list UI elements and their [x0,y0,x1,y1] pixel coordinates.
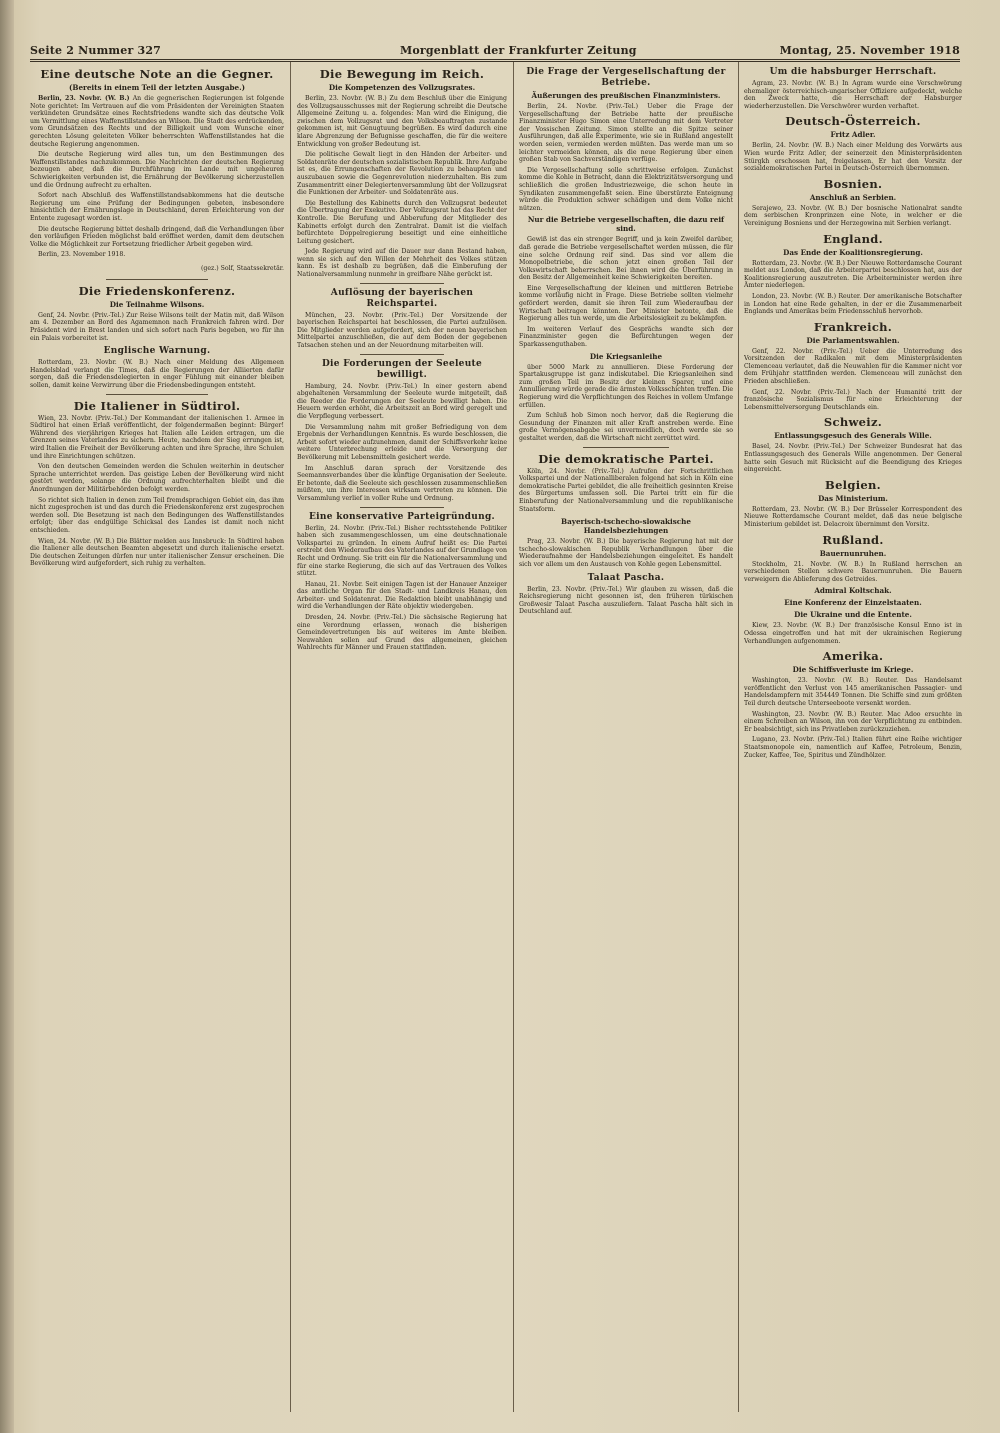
article-headline: Die Italiener in Südtirol. [73,398,241,413]
article-peace-conference [30,284,284,342]
column-separator [290,62,291,1412]
article-text: Sofort nach Abschluß des Waffenstillstandsabkommens hat die deutsche Regierung um eine Prüfung der Bedingungen gebeten, insbesondere hinsichtlich der Ernährungslage in Deutschland, deren Erleichterung von der Entente zugesagt worden ist. [30,192,284,222]
article-headline: Auflösung der bayerischen Reichspartei. [330,287,474,309]
article-text: München, 23. Novbr. (Priv.-Tel.) Der Vorsitzende der bayerischen Reichspartei hat beschlossen, die Partei aufzulösen. Die Mitglieder werden aufgefordert, sich der neuen bayerischen Mittelpartei anzuschließen, die auf dem Boden der gegebenen Tatsachen stehen und an der Neuordnung mitarbeiten will. [297,311,507,350]
article-text: Berlin, 24. Novbr. (Priv.-Tel.) Bisher rechtsstehende Politiker haben sich zusammengeschlossen, um eine deutschnationale Volkspartei zu gründen. In einem Aufruf heißt es: Die Partei erstrebt den Wiederaufbau des Vaterlandes auf der Grundlage von Recht und Ordnung. Sie tritt ein für die Nationalversammlung und für eine starke Regierung, die sich auf das Vertrauen des Volkes stützt. [297,524,507,578]
article-belgium [744,478,962,529]
column-2 [297,64,507,1409]
article-headline: Amerika. [822,649,884,664]
newspaper-title: Morgenblatt der Frankfurter Zeitung [400,44,637,57]
article-text: Rotterdam, 23. Novbr. (W. B.) Der Brüsseler Korrespondent des Nieuwe Rotterdamsche Courant meldet, daß das neue belgische Ministerium gebildet ist. Delacroix übernimmt den Vorsitz. [744,505,962,528]
article-text: Die Vergesellschaftung solle schrittweise erfolgen. Zunächst komme die Kohle in Betracht, dann die Elektrizitätsversorgung und schließlich die großen Industriezweige, die schon heute in Syndikaten zusammengefaßt seien. Eine überstürzte Enteignung würde die Produktion schwer schädigen und dem Volke nicht nützen. [519,166,733,212]
article-subheadline: Die Ukraine und die Entente. [794,610,912,620]
article-russia [744,533,962,646]
article-english-warning [30,346,284,389]
page-number: Seite 2 Nummer 327 [30,44,162,57]
article-seamen-demands [297,359,507,503]
article-text: Serajewo, 23. Novbr. (W. B.) Der bosnische Nationalrat sandte dem serbischen Kronprinzen eine Note, in welcher er die Vereinigung Bosniens und der Herzegowina mit Serbien verlangt. [744,204,962,227]
article-headline: Schweiz. [823,415,883,430]
article-america [744,649,962,759]
article-subheadline: Nur die Betriebe vergesellschaften, die dazu reif sind. [527,215,725,234]
article-subheadline: Die Parlamentswahlen. [806,335,900,345]
column-separator [513,62,514,1412]
article-bavarian-party [297,288,507,350]
article-divider [360,507,444,508]
article-subheadline: Die Kriegsanleihe [589,351,663,361]
article-subheadline: Entlassungsgesuch des Generals Wille. [774,431,932,441]
article-text: Wien, 23. Novbr. (Priv.-Tel.) Der Kommandant der italienischen 1. Armee in Südtirol hat einen Erlaß veröffentlicht, der folgendermaßen beginnt: Bürger! Während des vierjährigen Krieges hat Italien alle Leiden ertragen, um die Grenzen seines Vaterlandes zu sichern. Heute, nachdem der Sieg errungen ist, wird Italien die Freiheit der Bevölkerung achten und ihre Sprache, ihre Schulen und ihre Einrichtungen schützen. [30,414,284,460]
article-headline: Eine konservative Parteigründung. [309,511,495,522]
article-talaat-pascha [519,573,733,616]
article-subheadline: Eine Konferenz der Einzelstaaten. [784,598,922,608]
article-text: Basel, 24. Novbr. (Priv.-Tel.) Der Schweizer Bundesrat hat das Entlassungsgesuch des Generals Wille angenommen. Der General hatte sein Gesuch mit Rücksicht auf die Beendigung des Krieges eingereicht. [744,443,962,474]
page-binding [0,0,14,1433]
article-headline: Die demokratische Partei. [538,451,714,466]
article-text: Von den deutschen Gemeinden werden die Schulen weiterhin in deutscher Sprache unterrichtet werden. Das geistige Leben der Bevölkerung wird nicht gestört werden, solange die Ordnung aufrechterhalten bleibt und die Anordnungen der Militärbehörden befolgt werden. [30,463,284,493]
article-text: Die Versammlung nahm mit großer Befriedigung von dem Ergebnis der Verhandlungen Kenntnis. Es wurde beschlossen, die Arbeit sofort wieder aufzunehmen, damit der Schiffsverkehr keine weitere Unterbrechung erleide und die Versorgung der Bevölkerung mit Lebensmitteln gesichert werde. [297,423,507,461]
article-subheadline: Fritz Adler. [830,130,876,140]
article-headline: Um die habsburger Herrschaft. [769,67,937,77]
article-text: Im weiteren Verlauf des Gesprächs wandte sich der Finanzminister gegen die Befürchtungen wegen der Sparkassenguthaben. [519,325,733,349]
article-text: Im Anschluß daran sprach der Vorsitzende des Seemannsverbandes über die künftige Organisation der Seeleute. Er betonte, daß die Seeleute sich geschlossen zusammenschließen müßten, um ihre Interessen wirksam vertreten zu können. Die Versammlung verlief in voller Ruhe und Ordnung. [297,464,507,502]
article-headline: Englische Warnung. [103,346,211,357]
article-text: Rotterdam, 23. Novbr. (W. B.) Nach einer Meldung des Allgemeen Handelsblad verlangt die Times, daß die Regierungen der Alliierten dafür sorgen, daß die Friedensdelegierten in enger Fühlung mit einander bleiben sollen, damit keine Verwirrung über die Friedensbedingungen entsteht. [30,359,284,389]
article-text: Agram, 23. Novbr. (W. B.) In Agram wurde eine Verschwörung ehemaliger österreichisch-ungarischer Offiziere aufgedeckt, welche den Zweck hatte, die Herrschaft der Habsburger wiederherzustellen. Die Verschwörer wurden verhaftet. [744,80,962,110]
article-trade-relations [519,517,733,568]
column-separator [738,62,739,1412]
article-subheadline: Bayerisch-tschecho-slowakische Handelsbeziehungen [561,517,691,536]
article-text: Genf, 22. Novbr. (Priv.-Tel.) Ueber die Unterredung des Vorsitzenden der Radikalen mit dem Ministerpräsidenten Clemenceau verlautet, daß die Neuwahlen für die Kammer nicht vor dem Frühjahr stattfinden werden. Clemenceau will zunächst den Frieden abschließen. [744,347,962,386]
article-south-tyrol [30,399,284,568]
article-divider [360,283,444,284]
article-subheadline: Die Kompetenzen des Vollzugsrates. [328,83,476,92]
masthead-rule [30,59,960,60]
article-text: Hanau, 21. Novbr. Seit einigen Tagen ist der Hanauer Anzeiger das amtliche Organ für den Stadt- und Landkreis Hanau, den Arbeiter- und Soldatenrat. Die Redaktion bleibt unabhängig und wird die Verhandlungen der Räte objektiv wiedergeben. [297,580,507,611]
article-subheadline: Bauernunruhen. [819,548,887,558]
article-subheadline: (Bereits in einem Teil der letzten Ausgabe.) [69,83,245,92]
article-headline: Frankreich. [813,319,893,334]
article-text: London, 23. Novbr. (W. B.) Reuter. Der amerikanische Botschafter in London hat eine Rede gehalten, in der er die Zusammenarbeit Englands und Amerikas beim Friedensschluß hervorhob. [744,292,962,316]
article-text: Berlin, 24. Novbr. (Priv.-Tel.) Ueber die Frage der Vergesellschaftung der Betriebe hatte der preußische Finanzminister Hugo Simon eine Unterredung mit dem Vertreter der Vossischen Zeitung. Simon stellte an die Spitze seiner Ausführungen, daß alle Experimente, wie sie in Rußland angestellt worden seien, vermieden werden müßten. Das werde man um so leichter vermeiden können, als die neue Regierung über einen großen Stab von Sachverständigen verfüge. [519,103,733,164]
article-subheadline: Äußerungen des preußischen Finanzministers. [531,91,721,100]
article-text: Stockholm, 21. Novbr. (W. B.) In Rußland herrschen an verschiedenen Stellen schwere Bauernunruhen. Die Bauern verweigern die Ablieferung des Getreides. [744,560,962,583]
article-headline: Belgien. [825,477,881,492]
article-divider [583,447,669,448]
article-text: So richtet sich Italien in denen zum Teil fremdsprachigen Gebiet ein, das ihm nicht zugesprochen ist und das durch die Friedenskonferenz erst zugesprochen werden soll. Die Besetzung ist nach den Bedingungen des Waffenstillstandes erfolgt; über das endgültige Schicksal des Landes ist damit noch nicht entschieden. [30,496,284,534]
article-switzerland [744,415,962,473]
article-signature: (gez.) Solf, Staatssekretär. [201,265,284,273]
article-democratic-party [519,452,733,514]
column-1 [30,64,284,1409]
article-text: Genf, 24. Novbr. (Priv.-Tel.) Zur Reise Wilsons teilt der Matin mit, daß Wilson am 4. Dezember an Bord des Agamemnon nach Frankreich fahren wird. Der Präsident wird in Brest landen und sich sofort nach Paris begeben, wo für ihn ein Palais vorbereitet ist. [30,311,284,342]
masthead-rule-2 [30,61,960,62]
article-headline: Die Friedenskonferenz. [78,283,236,298]
article-text: Die Bestellung des Kabinetts durch den Vollzugsrat bedeutet die Übertragung der Exekutive. Der Vollzugsrat hat das Recht der Kontrolle. Die Berufung und Abberufung der Mitglieder des Kabinetts erfolgt durch den Zentralrat. Damit ist die vielfach befürchtete Doppelregierung beseitigt und eine einheitliche Leitung gesichert. [297,199,507,245]
article-text: Washington, 23. Novbr. (W. B.) Reuter. Das Handelsamt veröffentlicht den Verlust von 145 amerikanischen Passagier- und Handelsdampfern mit 354449 Tonnen. Die Schiffe sind zum größten Teil durch deutsche Unterseeboote versenkt worden. [744,677,962,707]
article-socialization [519,67,733,443]
masthead [30,44,960,58]
article-divider [106,279,208,280]
article-headline: Die Forderungen der Seeleute bewilligt. [321,358,483,380]
article-text: Köln, 24. Novbr. (Priv.-Tel.) Aufrufen der Fortschrittlichen Volkspartei und der Nationalliberalen folgend hat sich in Köln eine demokratische Partei gebildet, die alle freiheitlich gesinnten Kreise des Bürgertums umfassen soll. Die Partei tritt ein für die Einberufung der Nationalversammlung und die republikanische Staatsform. [519,467,733,513]
article-headline: Rußland. [822,532,884,547]
article-text: Berlin, 23. Novbr. (W. B.) Zu dem Beschluß über die Einigung des Vollzugsausschusses mit der Regierung schreibt die Deutsche Allgemeine Zeitung u. a. folgendes: Man wird die Einigung, die zwischen dem Vollzugsrat und den Volksbeauftragten zustande gekommen ist, mit Genugtuung begrüßen. Es wird dadurch eine klare Abgrenzung der Befugnisse geschaffen, die für die weitere Entwicklung von großer Bedeutung ist. [297,95,507,148]
article-text: Jede Regierung wird auf die Dauer nur dann Bestand haben, wenn sie sich auf den Willen der Mehrheit des Volkes stützen kann. Es ist deshalb zu begrüßen, daß die Einberufung der Nationalversammlung nunmehr in greifbare Nähe gerückt ist. [297,248,507,279]
article-text: Eine Vergesellschaftung der kleinen und mittleren Betriebe komme vorläufig nicht in Frage. Diese Betriebe sollten vielmehr gefördert werden, damit sie ihren Teil zum Wiederaufbau der Wirtschaft beitragen könnten. Der Minister betonte, daß die Regierung alles tun werde, um die Arbeitslosigkeit zu bekämpfen. [519,284,733,323]
article-conservative-party [297,512,507,653]
article-text: Kiew, 23. Novbr. (W. B.) Der französische Konsul Enno ist in Odessa eingetroffen und hat mit der ukrainischen Regierung Verhandlungen aufgenommen. [744,622,962,645]
article-german-note [30,67,284,273]
article-text: Washington, 23. Novbr. (W. B.) Reuter. Mac Adoo ersuchte in einem Schreiben an Wilson, ihn von der Verpflichtung zu entbinden. Er beabsichtigt, sich ins Privatleben zurückzuziehen. [744,710,962,733]
article-divider [106,394,208,395]
article-subheadline: Admiral Koltschak. [814,586,892,596]
article-text: Genf, 22. Novbr. (Priv.-Tel.) Nach der Humanité tritt der französische Sozialismus für eine Erleichterung der Lebensmittelversorgung Deutschlands ein. [744,388,962,411]
article-text: Dresden, 24. Novbr. (Priv.-Tel.) Die sächsische Regierung hat eine Verordnung erlassen, wonach die bisherigen Gemeindevertretungen bis auf weiteres im Amte bleiben. Neuwahlen sollen auf Grund des allgemeinen, gleichen Wahlrechts für Männer und Frauen stattfinden. [297,614,507,652]
article-text: An die gegnerischen Regierungen ist folgende Note gerichtet: Im Vertrauen auf die vom Präsidenten der Vereinigten Staaten verkündeten Grundsätze eines Rechtsfriedens wandte sich das deutsche Volk um Vermittlung eines Waffenstillstandes an Wilson. Die Stadt des erdrückenden, vom Grundsätzen des Rechts und der Billigkeit und vom Wunsche einer gerechten Lösung geleiteten Völker beherrschten Waffenstillstandes hat die deutsche Regierung angenommen. [30,95,284,148]
column-3 [519,64,733,1409]
article-text: Zum Schluß hob Simon noch hervor, daß die Regierung die Gesundung der Finanzen mit aller Kraft anstreben werde. Eine große Vermögensabgabe sei unvermeidlich, doch werde sie so gestaltet werden, daß die Wirtschaft nicht zerrüttet wird. [519,412,733,442]
article-subheadline: Das Ministerium. [818,493,888,503]
article-text: Berlin, 23. Novbr. (Priv.-Tel.) Wir glauben zu wissen, daß die Reichsregierung nicht gesonnen ist, den früheren türkischen Großwesir Talaat Pascha auszuliefern. Talaat Pascha hält sich in Deutschland auf. [519,585,733,616]
article-movement-in-reich [297,67,507,279]
article-headline: Eine deutsche Note an die Gegner. [40,67,274,81]
article-text: Prag, 23. Novbr. (W. B.) Die bayerische Regierung hat mit der tschecho-slowakischen Republik Verhandlungen über die Wiederaufnahme der Handelsbeziehungen eingeleitet. Es handelt sich vor allem um den Austausch von Kohle gegen Lebensmittel. [519,538,733,568]
article-dateplace: Berlin, 23. November 1918. [38,251,126,259]
issue-date: Montag, 25. November 1918 [779,44,960,57]
article-bosnia [744,177,962,228]
article-text: Rotterdam, 23. Novbr. (W. B.) Der Nieuwe Rotterdamsche Courant meldet aus London, daß die Arbeiterpartei beschlossen hat, aus der Koalitionsregierung auszutreten. Die Arbeiterminister werden ihre Ämter niederlegen. [744,259,962,290]
article-text: Die deutsche Regierung wird alles tun, um den Bestimmungen des Waffenstillstandes nachzukommen. Die Nachrichten der deutschen Regierung bezeugen aber, daß die Durchführung im Lande mit ungeheuren Schwierigkeiten verbunden ist, die Ernährung der Bevölkerung sicherzustellen und die Ordnung aufrecht zu erhalten. [30,151,284,189]
article-text: Berlin, 24. Novbr. (W. B.) Nach einer Meldung des Vorwärts aus Wien wurde Fritz Adler, der seinerzeit den Ministerpräsidenten Stürgkh erschossen hat, freigelassen. Er hat den Vorsitz der sozialdemokratischen Partei in Deutsch-Österreich übernommen. [744,142,962,173]
article-text: Die deutsche Regierung bittet deshalb dringend, daß die Verhandlungen über den vorläufigen Frieden möglichst bald eröffnet werden, damit dem deutschen Volke die Möglichkeit zur Fortsetzung friedlicher Arbeit gegeben wird. [30,225,284,248]
article-subheadline: Die Schiffsverluste im Kriege. [792,665,914,675]
article-habsburg [744,67,962,110]
article-text: Die politische Gewalt liegt in den Händen der Arbeiter- und Soldatenräte der deutschen sozialistischen Republik. Ihre Aufgabe ist es, die Errungenschaften der Revolution zu behaupten und auszubauen sowie die Gegenrevolution niederzuhalten. Bis zum Zusammentritt einer Delegiertenversammlung übt der Vollzugsrat die Funktionen der Arbeiter- und Soldatenräte aus. [297,151,507,197]
article-austria [744,114,962,172]
article-england [744,232,962,316]
article-headline: Bosnien. [823,176,883,191]
article-headline: Die Bewegung im Reich. [319,67,485,81]
article-text: Hamburg, 24. Novbr. (Priv.-Tel.) In einer gestern abend abgehaltenen Versammlung der Seeleute wurde mitgeteilt, daß die Reeder die Forderungen der Seeleute bewilligt haben. Die Heuern werden erhöht, die Arbeitszeit an Bord wird geregelt und die Verpflegung verbessert. [297,382,507,420]
article-headline: Talaat Pascha. [587,572,665,583]
article-subheadline: Die Teilnahme Wilsons. [109,299,205,309]
column-4 [744,64,962,1409]
dateline: Berlin, 23. Novbr. (W. B.) [38,95,130,102]
article-france [744,320,962,412]
article-text: Wien, 24. Novbr. (W. B.) Die Blätter melden aus Innsbruck: In Südtirol haben die Italiener alle deutschen Beamten abgesetzt und durch italienische ersetzt. Die deutschen Zeitungen dürfen nur unter italienischer Zensur erscheinen. Die Bevölkerung wird aufgefordert, sich ruhig zu verhalten. [30,537,284,568]
article-text: Gewiß ist das ein strenger Begriff, und ja kein Zweifel darüber, daß gerade die Betriebe vergesellschaftet werden müssen, die für eine solche Ordnung reif sind. Das sind vor allem die Monopolbetriebe, die schon jetzt einen großen Teil der Volkswirtschaft beherrschen. Bei ihnen wird die Überführung in den Besitz der Allgemeinheit keine Schwierigkeiten bereiten. [519,236,733,282]
article-headline: Die Frage der Vergesellschaftung der Betriebe. [526,67,726,88]
article-divider [360,354,444,355]
article-text: über 5000 Mark zu annullieren. Diese Forderung der Spartakusgruppe ist ganz indiskutabel. Die Kriegsanleihen sind zum großen Teil im Besitz der kleinen Sparer, und eine Annullierung würde gerade die ärmsten Volksschichten treffen. Die Regierung wird die Verpflichtungen des Reiches in vollem Umfange erfüllen. [519,363,733,409]
article-text: Lugano, 23. Novbr. (Priv.-Tel.) Italien führt eine Reihe wichtiger Staatsmonopole ein, namentlich auf Kaffee, Petroleum, Benzin, Zucker, Kaffee, Tee, Spiritus und Zündhölzer. [744,736,962,759]
article-subheadline: Anschluß an Serbien. [809,192,897,202]
article-headline: Deutsch-Österreich. [785,114,921,129]
article-headline: England. [823,231,883,246]
article-subheadline: Das Ende der Koalitionsregierung. [783,247,923,257]
